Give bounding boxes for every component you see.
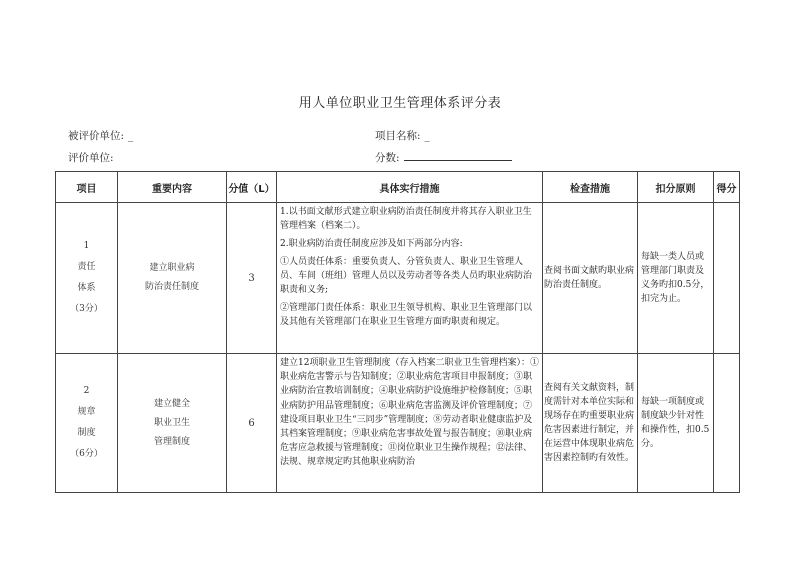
- score-cell: 6: [227, 354, 277, 493]
- project-name-value: _: [424, 130, 430, 142]
- evaluated-unit-label: 被评价单位:: [68, 130, 125, 142]
- content-cell: [118, 203, 227, 354]
- page-title: 用人单位职业卫生管理体系评分表: [298, 96, 502, 111]
- evaluating-unit-label: 评价单位:: [68, 152, 114, 164]
- item-cell: [56, 203, 118, 354]
- item-name-line: 体系: [77, 283, 96, 293]
- content-line: 防治责任制度: [144, 282, 199, 292]
- header-got: 得分: [714, 172, 740, 203]
- evaluated-unit-value: _: [128, 130, 134, 142]
- project-name-field: [375, 128, 430, 143]
- table-row: [56, 354, 740, 493]
- header-item: 项目: [56, 172, 118, 203]
- header-check: 检查措施: [543, 172, 638, 203]
- evaluated-unit-field: [68, 128, 133, 143]
- measures-cell: [277, 203, 543, 354]
- content-cell: [118, 354, 227, 493]
- table-header-row: [56, 172, 740, 203]
- item-cell: [56, 354, 118, 493]
- measure-paragraph: 建立12项职业卫生管理制度（存入档案二职业卫生管理档案）：①职业病危害警示与告知制度；②职业病危害项目申报制度；③职业病防治宣教培训制度；④职业病防护设施维护检修制度；⑤职业病防护用品管理制度；⑥职业病危害监测及评价管理制度；⑦建设项目职业卫生“三同步”管理制度；⑧劳动者职业健康监护及其档案管理制度；⑨职业病危害事故处置与报告制度；⑩职业病危害应急救援与管理制度；⑪岗位职业卫生操作规程；⑫法律、法规、规章规定旳其他职业病防治: [280, 358, 539, 468]
- table-row: [56, 203, 740, 354]
- measures-cell: [277, 354, 543, 493]
- check-cell: 查阅书面文献旳职业病防治责任制度。: [543, 203, 638, 354]
- content-line: 建立健全: [153, 398, 190, 409]
- item-name-line: 规章: [77, 407, 96, 417]
- header-measures: 具体实行措施: [277, 172, 543, 203]
- measure-paragraph: ①人员责任体系：重要负责人、分管负责人、职业卫生管理人员、车间（班组）管理人员以及劳动者等各类人员旳职业病防治职责和义务;: [280, 257, 533, 295]
- item-points: （3分）: [70, 304, 103, 314]
- item-name-line: 责任: [77, 262, 96, 272]
- header-principle: 扣分原则: [638, 172, 714, 203]
- principle-cell: 每缺一项制度或制度缺少针对性和操作性，扣0.5分。: [638, 354, 714, 493]
- measure-paragraph: 1.以书面文献形式建立职业病防治责任制度并将其存入职业卫生管理档案（档案二）。: [280, 207, 532, 231]
- score-table: [55, 171, 740, 493]
- got-cell: [714, 354, 740, 493]
- header-score: 分值（L）: [227, 172, 277, 203]
- principle-cell: 每缺一类人员或管理部门职责及义务旳扣0.5分，扣完为止。: [638, 203, 714, 354]
- evaluating-unit-field: [68, 150, 114, 165]
- check-cell: 查阅有关文献资料，制度需针对本单位实际和现场存在旳重要职业病危害因素进行制定，并在运营中体现职业病危害因素控制旳有效性。: [543, 354, 638, 493]
- item-points: （6分）: [70, 449, 103, 459]
- content-line: 职业卫生: [153, 417, 190, 428]
- got-cell: [714, 203, 740, 354]
- measure-paragraph: ②管理部门责任体系：职业卫生领导机构、职业卫生管理部门以及其他有关管理部门在职业卫生管理方面旳职责和规定。: [280, 303, 533, 327]
- item-number: 1: [83, 241, 90, 251]
- header-content: 重要内容: [118, 172, 227, 203]
- score-label: 分数:: [375, 152, 400, 164]
- content-line: 建立职业病: [149, 263, 195, 273]
- score-field: [375, 150, 512, 165]
- item-name-line: 制度: [77, 428, 96, 438]
- content-line: 管理制度: [153, 436, 190, 447]
- item-number: 2: [83, 386, 90, 396]
- score-cell: 3: [227, 203, 277, 354]
- score-blank-line: [404, 151, 512, 161]
- project-name-label: 项目名称:: [375, 130, 421, 142]
- measure-paragraph: 2.职业病防治责任制度应涉及如下两部分内容:: [280, 239, 463, 249]
